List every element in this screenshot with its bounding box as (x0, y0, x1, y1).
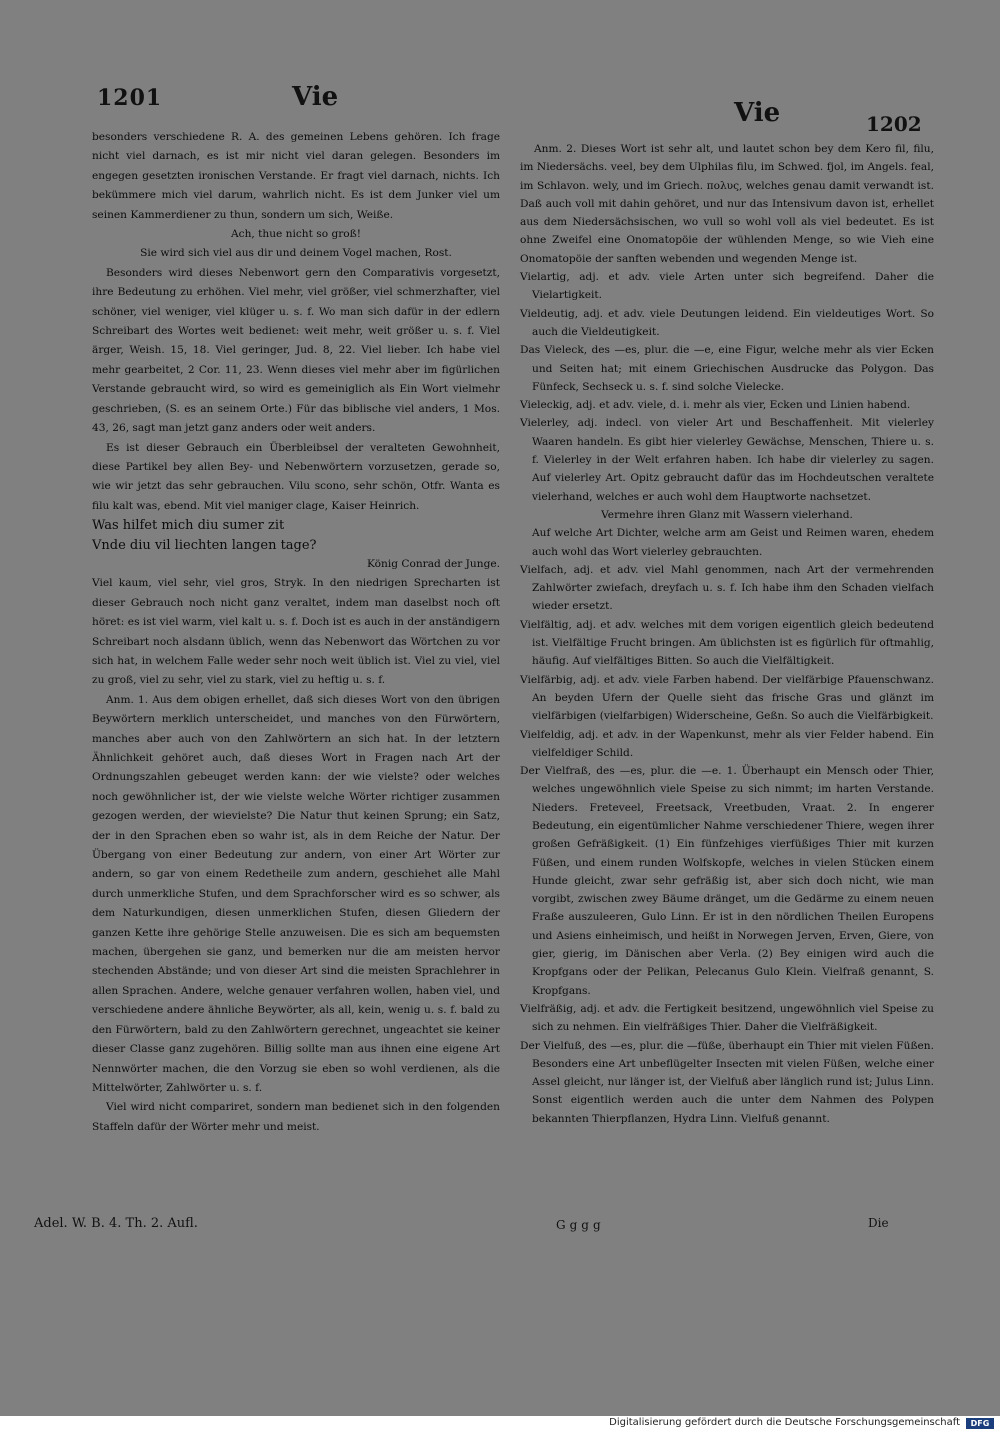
dictionary-entry: Vieleckig, adj. et adv. viele, d. i. mehr als vier, Ecken und Linien habend. (520, 399, 911, 412)
dictionary-entry: Vielfräßig, adj. et adv. die Fertigkeit besitzend, ungewöhnlich viel Speise zu sich zu nehmen. Ein vielfräßiges Thier. Daher die Vielfräßigkeit. (520, 1002, 934, 1034)
dictionary-entry: Der Vielfuß, des —es, plur. die —füße, überhaupt ein Thier mit vielen Füßen. Besonders eine Art unbeflügelter Insecten mit vielen Füßen, welche einer Assel gleicht, nur länger ist, der Vielfuß aber länglich rund ist; Julus Linn. Sonst eigentlich werden auch die unter dem Nahmen des Polypen bekannten Thierpflanzen, Hydra Linn. Vielfuß genannt. (520, 1039, 934, 1125)
dictionary-entry: Vielfeldig, adj. et adv. in der Wapenkunst, mehr als vier Felder habend. Ein vielfeldiger Schild. (520, 728, 934, 759)
running-head-left: Vie (292, 82, 339, 112)
paragraph: besonders verschiedene R. A. des gemeinen Lebens gehören. Ich frage nicht viel darnach, es ist mir nicht viel daran gelegen. Besonders im engegen gesetzten ironischen Verstande. Er fragt viel darnach, nichts. Ich bekümmere mich viel darum, wahrlich nicht. Es ist dem Junker viel um seinen Kammerdiener zu thun, sondern um sich, Weiße. (92, 131, 500, 221)
page-number-left: 1201 (97, 85, 163, 111)
paragraph: Viel wird nicht compariret, sondern man bedienet sich in den folgenden Staffeln dafür der Wörter mehr und meist. (92, 1101, 500, 1133)
quote-line: Sie wird sich viel aus dir und deinem Vogel machen, Rost. (140, 247, 452, 260)
page-number-right: 1202 (866, 112, 922, 136)
dictionary-entry: Vielerley, adj. indecl. von vieler Art und Beschaffenheit. Mit vielerley Waaren handeln. Es gibt hier vielerley Gewächse, Menschen, Thiere u. s. f. Vielerley in der Welt erfahren haben. Ich habe dir vielerley zu sagen. Auf vielerley Art. Opitz gebraucht dafür das im Hochdeutschen veraltete vielerhand, welches er auch wohl dem Hauptworte nachsetzet. (520, 417, 934, 503)
dictionary-entry: Vielfältig, adj. et adv. welches mit dem vorigen eigentlich gleich bedeutend ist. Vielfältige Frucht bringen. Am üblichsten ist es figürlich für oftmahlig, häufig. Auf vielfältiges Bitten. So auch die Vielfältigkeit. (520, 618, 934, 668)
paragraph: Anm. 2. Dieses Wort ist sehr alt, und lautet schon bey dem Kero fil, filu, im Niedersächs. veel, bey dem Ulphilas filu, im Schwed. fjol, im Angels. feal, im Schlavon. wely, und im Griech. πολυς, welches genau damit verwandt ist. Daß auch voll mit dahin gehöret, und nur das Intensivum davon ist, erhellet aus dem Niedersächsischen, wo vull so wohl voll als viel bedeutet. Es ist ohne Zweifel eine Onomatopöie der wühlenden Menge, so wie Vieh eine Onomatopöie der sanften webenden und wegenden Menge ist. (520, 143, 934, 265)
credit-text: Digitalisierung gefördert durch die Deutsche Forschungsgemeinschaft (609, 1417, 960, 1428)
credit-bar (0, 1416, 1000, 1432)
dictionary-entry: Vielfach, adj. et adv. viel Mahl genommen, nach Art der vermehrenden Zahlwörter zwiefach, dreyfach u. s. f. Ich habe ihm den Schaden vielfach wieder ersetzt. (520, 563, 934, 613)
dfg-logo: DFG (966, 1418, 994, 1429)
verse-line: Was hilfet mich diu sumer zit (92, 518, 285, 534)
paragraph: Auf welche Art Dichter, welche arm am Geist und Reimen waren, ehedem auch wohl das Wort vielerley gebrauchten. (532, 527, 934, 558)
dictionary-entry: Der Vielfraß, des —es, plur. die —e. 1. Überhaupt ein Mensch oder Thier, welches ungewöhnlich viele Speise zu sich nimmt; im harten Verstande. Nieders. Freteveel, Freetsack, Vreetbuden, Vraat. 2. In engerer Bedeutung, ein eigentümlicher Nahme verschiedener Thiere, wegen ihrer großen Gefräßigkeit. (1) Ein fünfzehiges vierfüßiges Thier mit kurzen Füßen, und einem runden Wolfskopfe, welches in vielen Stücken einem Hunde gleicht, zwar sehr gefräßig ist, aber sich doch nicht, wie man vorgibt, zwischen zwey Bäume dränget, um die Gedärme zu einem neuen Fraße auszuleeren, Gulo Linn. Er ist in den nördlichen Theilen Europens und Asiens einheimisch, und heißt in Norwegen Jerven, Erven, Giere, von gier, gierig, im Dänischen aber Verla. (2) Bey einigen wird auch die Kropfgans oder der Pelikan, Pelecanus Gulo Klein. Vielfraß genannt, S. Kropfgans. (520, 765, 934, 997)
right-column (520, 140, 934, 1128)
quote-line: Vermehre ihren Glanz mit Wassern vielerhand. (601, 508, 853, 521)
paragraph: Viel kaum, viel sehr, viel gros, Stryk. In den niedrigen Sprecharten ist dieser Gebrauch noch nicht ganz veraltet, indem man daselbst noch oft höret: es ist viel warm, viel kalt u. s. f. Doch ist es auch in der anständigern Schreibart noch alsdann üblich, wenn das Nebenwort das Wörtchen zu vor sich hat, in welchem Falle weder sehr noch weit üblich ist. Viel zu viel, viel zu groß, viel zu sehr, viel zu stark, viel zu heftig u. s. f. (92, 577, 500, 687)
paragraph: Es ist dieser Gebrauch ein Überbleibsel der veralteten Gewohnheit, diese Partikel bey allen Bey- und Nebenwörtern vorzusetzen, gerade so, wie wir jetzt das sehr gebrauchen. Vilu scono, sehr schön, Otfr. Wanta es filu kalt was, ebend. Mit viel maniger clage, Kaiser Heinrich. (92, 441, 500, 512)
verse-line: Vnde diu vil liechten langen tage? (92, 537, 317, 553)
left-column (92, 128, 500, 1137)
dictionary-entry: Vieldeutig, adj. et adv. viele Deutungen leidend. Ein vieldeutiges Wort. So auch die Vieldeutigkeit. (520, 307, 934, 338)
dictionary-entry: Vielartig, adj. et adv. viele Arten unter sich begreifend. Daher die Vielartigkeit. (520, 271, 934, 302)
dictionary-entry: Das Vieleck, des —es, plur. die —e, eine Figur, welche mehr als vier Ecken und Seiten hat; mit einem Griechischen Ausdrucke das Polygon. Das Fünfeck, Sechseck u. s. f. sind solche Vielecke. (520, 344, 934, 393)
attribution: König Conrad der Junge. (367, 557, 500, 570)
paragraph: Besonders wird dieses Nebenwort gern den Comparativis vorgesetzt, ihre Bedeutung zu erhöhen. Viel mehr, viel größer, viel schmerzhafter, viel schöner, viel weniger, viel klüger u. s. f. Wo man sich dafür in der edlern Schreibart des Wortes weit bedienet: weit mehr, weit größer u. s. f. Viel ärger, Weish. 15, 18. Viel geringer, Jud. 8, 22. Viel lieber. Ich habe viel mehr gearbeitet, 2 Cor. 11, 23. Wenn dieses viel mehr aber im figürlichen Verstande gebraucht wird, so wird es gemeiniglich als Ein Wort vielmehr geschrieben, (S. es an seinem Orte.) Für das biblische viel anders, 1 Mos. 43, 26, sagt man jetzt ganz anders oder weit anders. (92, 266, 500, 435)
paragraph: Anm. 1. Aus dem obigen erhellet, daß sich dieses Wort von den übrigen Beywörtern merklich unterscheidet, und manches von den Fürwörtern, manches aber auch von den Zahlwörtern an sich hat. In der letztern Ähnlichkeit gehöret auch, daß dieses Wort in Fragen nach Art der Ordnungszahlen gebeuget werden kann: der wie vielste? oder welches noch gewöhnlicher ist, der wie vielste welche Wörter richtiger zusammen gezogen werden, der wievielste? Die Natur thut keinen Sprung; ein Satz, der in den Sprachen eben so wahr ist, als in dem Reiche der Natur. Der Übergang von einer Bedeutung zur andern, von einer Art Wörter zur andern, so gar von einem Redetheile zum andern, geschiehet alle Mahl durch unmerkliche Stufen, und dem Sprachforscher wird es so schwer, als dem Naturkundigen, diesen unmerklichen Stufen, diesen Gliedern der ganzen Kette ihre gehörige Stelle anzuweisen. Die es sich am bequemsten machen, übergehen sie ganz, und bemerken nur die am meisten hervor stechenden Abstände; und von dieser Art sind die meisten Sprachlehrer in allen Sprachen. Andere, welche genauer verfahren wollen, haben viel, und verschiedene andere ähnliche Beywörter, als all, kein, wenig u. s. f. bald zu den Fürwörtern, bald zu den Zahlwörtern gerechnet, ungeachtet sie keiner dieser Classe ganz zugehören. Billig sollte man aus ihnen eine eigene Art Nennwörter machen, die den Vorzug sie eben so wohl verdienen, als die Mittelwörter, Zahlwörter u. s. f. (92, 693, 500, 1094)
running-head-right: Vie (734, 98, 781, 128)
dictionary-entry: Vielfärbig, adj. et adv. viele Farben habend. Der vielfärbige Pfauenschwanz. An beyden Ufern der Quelle sieht das frische Gras und glänzt im vielfärbigen (vielfarbigen) Widerscheine, Geßn. So auch die Vielfärbigkeit. (520, 673, 934, 723)
quote-line: Ach, thue nicht so groß! (230, 228, 361, 241)
signature-mark: Gggg (556, 1218, 605, 1232)
catchword: Die (868, 1216, 889, 1230)
footer-volume-line: Adel. W. B. 4. Th. 2. Aufl. (34, 1216, 198, 1231)
